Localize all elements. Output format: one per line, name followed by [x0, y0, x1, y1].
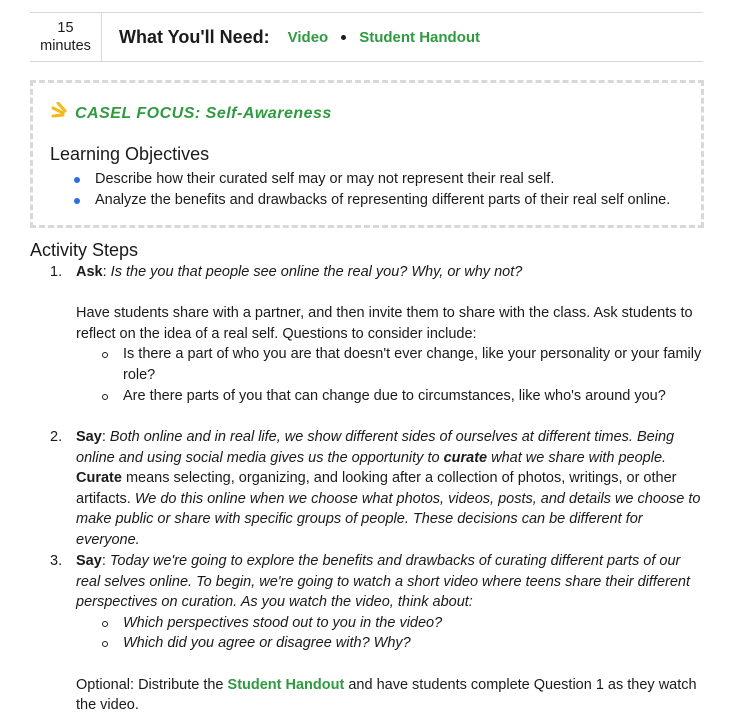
- circle-bullet-icon: [102, 394, 108, 400]
- circle-bullet-icon: [102, 352, 108, 358]
- step-1: [30, 262, 710, 406]
- step-number: 3.: [50, 553, 63, 569]
- duration-unit: minutes: [40, 38, 91, 54]
- learning-objectives-list: [50, 169, 670, 211]
- discussion-questions: [76, 344, 703, 406]
- student-handout-link[interactable]: Student Handout: [359, 28, 481, 46]
- step-label: Say: [76, 429, 102, 445]
- step-number: 2.: [50, 429, 63, 445]
- spark-icon: [51, 102, 73, 126]
- student-handout-link[interactable]: Student Handout: [227, 676, 345, 693]
- term-definition-label: Curate: [76, 470, 122, 487]
- step-label: Say: [76, 553, 102, 569]
- casel-title-row: [51, 102, 332, 126]
- step-body: [76, 427, 703, 551]
- step-instruction: Have students share with a partner, and then invite them to share with the class. Ask students to reflect on the idea of a real self. Questions to consider include:: [76, 305, 693, 342]
- step-label: Ask: [76, 264, 103, 280]
- objective-text: Analyze the benefits and drawbacks of representing different parts of their real self online.: [95, 192, 671, 208]
- activity-steps-heading: Activity Steps: [30, 240, 139, 260]
- list-item: Are there parts of you that can change due to circumstances, like who's around you?: [76, 386, 703, 407]
- lesson-header: [30, 12, 703, 62]
- duration-box: [30, 13, 102, 61]
- optional-note: Optional: Distribute the Student Handout and have students complete Question 1 as they watch the video.: [76, 676, 697, 714]
- step-3: [30, 551, 710, 716]
- learning-objectives-heading: Learning Objectives: [50, 144, 210, 164]
- step-prompt: Ask: Is the you that people see online the real you? Why, or why not?: [76, 264, 523, 280]
- objective-item: [50, 169, 670, 190]
- separator-dot: [341, 35, 346, 40]
- list-item: Which perspectives stood out to you in the video?: [76, 613, 703, 634]
- step-say-text: Say: Today we're going to explore the benefits and drawbacks of curating different parts of our real selves online. To begin, we're going to watch a short video where teens share their different perspectives on curation. As you watch the video, think about:: [76, 553, 691, 611]
- video-link[interactable]: Video: [287, 28, 329, 46]
- casel-focus-title: CASEL FOCUS: Self-Awareness: [75, 105, 332, 122]
- step-2: [30, 427, 710, 551]
- duration-value: 15: [57, 20, 74, 36]
- list-item: Is there a part of who you are that doesn't ever change, like your personality or your family role?: [76, 344, 703, 385]
- step-number: 1.: [50, 264, 63, 280]
- term-curate: curate: [443, 449, 488, 466]
- casel-focus-box: [30, 80, 704, 228]
- circle-bullet-icon: [102, 621, 108, 627]
- step-question: Is the you that people see online the real you? Why, or why not?: [110, 264, 523, 280]
- materials-row: [102, 27, 480, 48]
- step-body: [76, 551, 703, 716]
- bullet-icon: [74, 198, 80, 204]
- bullet-icon: [74, 177, 80, 183]
- video-questions: [76, 613, 703, 654]
- materials-label: What You'll Need:: [119, 26, 270, 47]
- objective-text: Describe how their curated self may or may not represent their real self.: [95, 171, 555, 187]
- objective-item: [50, 190, 670, 211]
- step-body: [76, 262, 703, 406]
- list-item: Which did you agree or disagree with? Why?: [76, 633, 703, 654]
- circle-bullet-icon: [102, 641, 108, 647]
- step-say-text: Say: Both online and in real life, we show different sides of ourselves at different times. Being online and using social media gives us the opportunity to curate what we share with people. Curate means selecting, organizing, and looking after a collection of photos, writings, or other artifacts. We do this online when we choose what photos, videos, posts, and details we choose to make public or share with specific groups of people. These decisions can be different for everyone.: [76, 429, 701, 548]
